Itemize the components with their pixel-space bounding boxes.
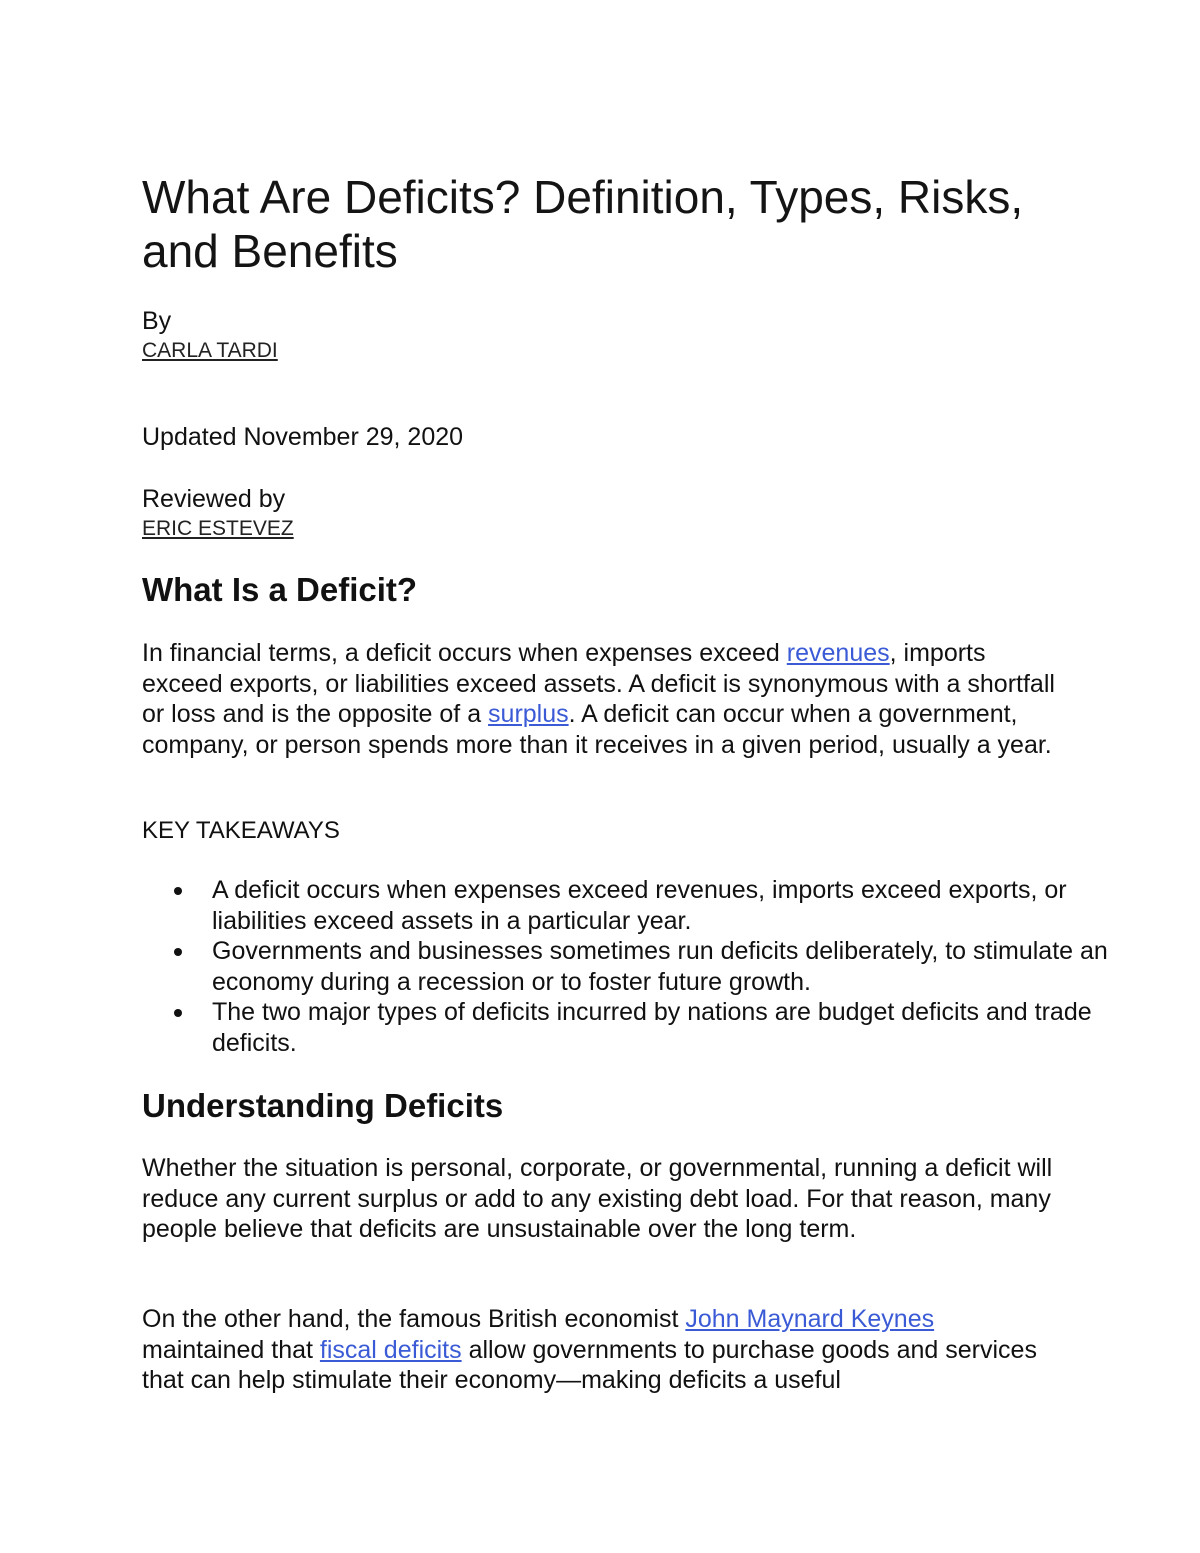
text-segment: allow governments to purchase goods and services that can help stimulate their economy—making deficits a useful — [142, 1335, 1037, 1394]
author-link[interactable]: CARLA TARDI — [142, 339, 278, 362]
section-heading-what-is-deficit: What Is a Deficit? — [142, 571, 418, 608]
list-item: Governments and businesses sometimes run deficits deliberately, to stimulate an economy during a recession or to foster future growth. — [212, 936, 1112, 997]
key-takeaways-list — [142, 875, 1112, 1058]
text-segment: , imports exceed exports, or liabilities exceed assets. A deficit is synonymous with a shortfall or loss and is the opposite of a — [142, 639, 1055, 728]
list-item: A deficit occurs when expenses exceed revenues, imports exceed exports, or liabilities exceed assets in a particular year. — [212, 875, 1112, 936]
text-segment: maintained that — [142, 1335, 320, 1364]
reviewed-by-label: Reviewed by — [142, 485, 286, 513]
updated-date: Updated November 29, 2020 — [142, 423, 464, 451]
paragraph-keynes — [142, 1304, 1062, 1396]
surplus-link[interactable]: surplus — [488, 700, 569, 728]
section-heading-understanding-deficits: Understanding Deficits — [142, 1087, 504, 1124]
text-segment: . A deficit can occur when a government, company, or person spends more than it receives in a given period, usually a year. — [142, 700, 1052, 759]
paragraph-understanding: Whether the situation is personal, corporate, or governmental, running a deficit will reduce any current surplus or add to any existing debt load. For that reason, many people believe that deficits are unsustainable over the long term. — [142, 1154, 1053, 1243]
text-segment: On the other hand, the famous British economist — [142, 1305, 686, 1333]
key-takeaways-label: KEY TAKEAWAYS — [142, 817, 340, 844]
john-maynard-keynes-link[interactable]: John Maynard Keynes — [685, 1305, 935, 1333]
fiscal-deficits-link[interactable]: fiscal deficits — [319, 1335, 462, 1364]
list-item: The two major types of deficits incurred by nations are budget deficits and trade deficits. — [212, 997, 1112, 1058]
text-segment: In financial terms, a deficit occurs when expenses exceed — [142, 639, 787, 667]
paragraph-definition — [142, 638, 1062, 760]
article-title: What Are Deficits? Definition, Types, Risks, and Benefits — [142, 171, 1024, 277]
byline-label: By — [142, 307, 172, 335]
revenues-link[interactable]: revenues — [786, 639, 890, 667]
reviewer-link[interactable]: ERIC ESTEVEZ — [142, 517, 294, 540]
